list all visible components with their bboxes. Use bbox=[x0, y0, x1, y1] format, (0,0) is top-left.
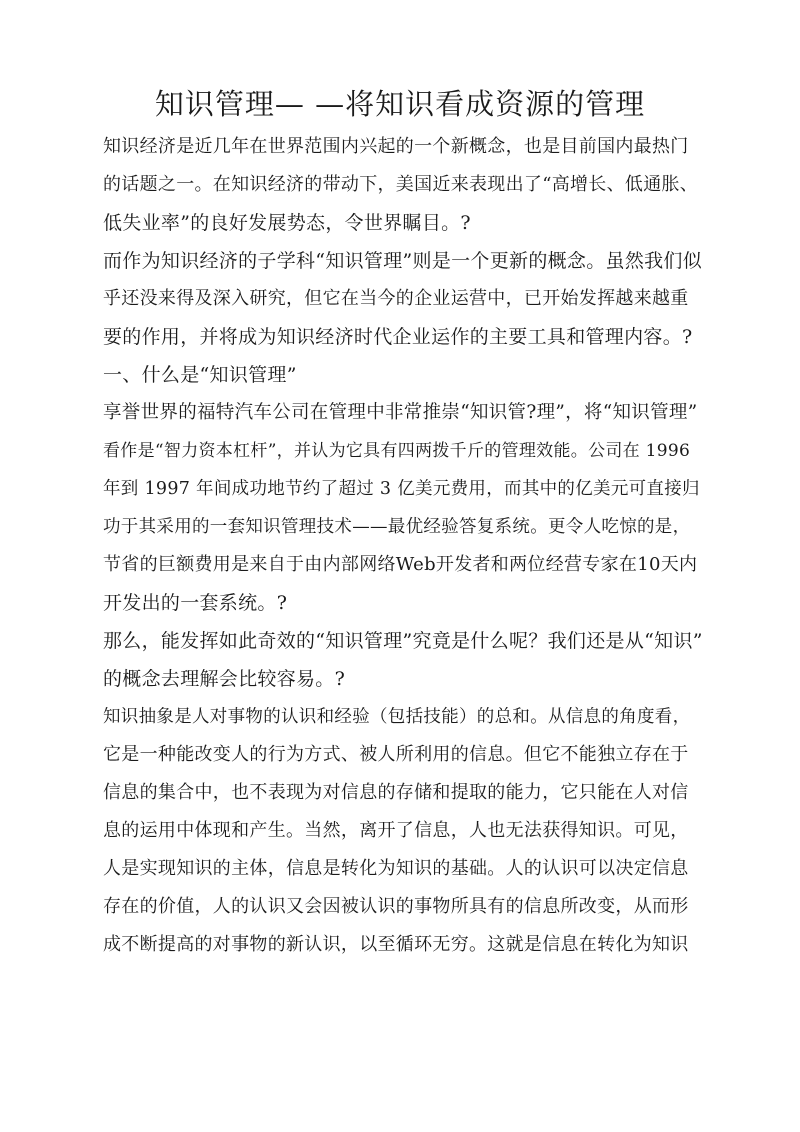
body-line-22: 成不断提高的对事物的新认识，以至循环无穷。这就是信息在转化为知识 bbox=[103, 934, 689, 955]
body-line-16: 知识抽象是人对事物的认识和经验（包括技能）的总和。从信息的角度看， bbox=[103, 707, 691, 727]
section-heading: 一、什么是“知识管理” bbox=[103, 364, 297, 386]
body-line-14: 那么，能发挥如此奇效的“知识管理”究竟是什么呢？我们还是从“知识” bbox=[103, 630, 703, 652]
body-line-11: 功于其采用的一套知识管理技术——最优经验答复系统。更令人吃惊的是， bbox=[103, 517, 691, 537]
body-line-8: 享誉世界的福特汽车公司在管理中非常推崇“知识管?理”，将“知识管理” bbox=[103, 402, 698, 423]
body-line-9: 看作是“智力资本杠杆”，并认为它具有四两拨千斤的管理效能。公司在 1996 bbox=[103, 441, 691, 461]
body-line-3: 低失业率”的良好发展势态，令世界瞩目。? bbox=[103, 212, 471, 234]
body-line-12: 节省的巨额费用是来自于由内部网络Web开发者和两位经营专家在10天内 bbox=[103, 554, 698, 575]
document-body bbox=[103, 128, 703, 964]
body-line-5: 乎还没来得及深入研究，但它在当今的企业运营中，已开始发挥越来越重 bbox=[103, 288, 689, 309]
body-line-18: 信息的集合中，也不表现为对信息的存储和提取的能力，它只能在人对信 bbox=[103, 782, 689, 803]
body-line-17: 它是一种能改变人的行为方式、被人所利用的信息。但它不能独立存在于 bbox=[103, 744, 689, 765]
body-line-4: 而作为知识经济的子学科“知识管理”则是一个更新的概念。虽然我们似 bbox=[103, 250, 703, 272]
body-line-13: 开发出的一套系统。? bbox=[103, 592, 288, 614]
body-line-2: 的话题之一。在知识经济的带动下，美国近来表现出了“高增长、低通胀、 bbox=[103, 174, 699, 195]
document-title: 知识管理— —将知识看成资源的管理 bbox=[154, 87, 646, 121]
body-line-6: 要的作用，并将成为知识经济时代企业运作的主要工具和管理内容。? bbox=[103, 326, 693, 348]
body-line-19: 息的运用中体现和产生。当然，离开了信息，人也无法获得知识。可见， bbox=[103, 820, 689, 841]
body-line-15: 的概念去理解会比较容易。? bbox=[103, 668, 346, 690]
body-line-20: 人是实现知识的主体，信息是转化为知识的基础。人的认识可以决定信息 bbox=[103, 858, 689, 879]
body-line-1: 知识经济是近几年在世界范围内兴起的一个新概念，也是目前国内最热门 bbox=[103, 136, 689, 157]
body-line-21: 存在的价值，人的认识又会因被认识的事物所具有的信息所改变，从而形 bbox=[103, 896, 689, 917]
body-line-10: 年到 1997 年间成功地节约了超过 3 亿美元费用，而其中的亿美元可直接归 bbox=[103, 479, 700, 499]
